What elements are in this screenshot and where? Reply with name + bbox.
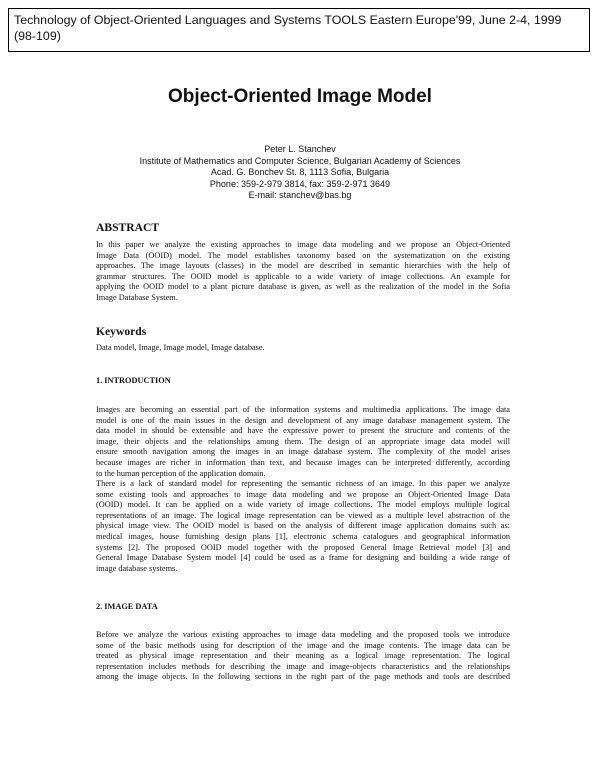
abstract-paragraph — [96, 240, 510, 304]
intro-line: ensure smooth navigation among the images in an image database system. The complexity of the model arises — [96, 447, 510, 457]
intro-line: to the human perception of the application domain. — [96, 468, 266, 478]
introduction-heading: 1. INTRODUCTION — [96, 376, 171, 385]
author-affiliation: Institute of Mathematics and Computer Science, Bulgarian Academy of Sciences — [139, 155, 461, 166]
author-email: E-mail: stanchev@bas.bg — [248, 190, 352, 201]
paper-title: Object-Oriented Image Model — [168, 86, 432, 107]
keywords-text: Data model, Image, Image model, Image database. — [96, 343, 265, 352]
introduction-paragraph-2 — [96, 479, 510, 574]
image-data-line: Before we analyze the various existing approaches to image data modeling and the proposed tools we introduce — [96, 630, 510, 639]
intro-line: There is a lack of standard model for representing the semantic richness of an image. In this paper we analyze — [96, 479, 510, 488]
author-block — [0, 144, 600, 202]
intro-line: medical images, house furnishing design plans [1], electronic schema catalogues and geographical information — [96, 531, 510, 541]
image-data-line: representation includes methods for describing the image and image-objects characteristics and the relationships — [96, 661, 510, 671]
image-data-line: treated as physical image representation and their meaning as a logical image representation. The logical — [96, 651, 510, 661]
intro-line: (OOID) model. It can be applied on a wide variety of image collections. The model employs multiple logical — [96, 500, 510, 510]
image-data-paragraph-1 — [96, 630, 510, 683]
intro-line: some existing tools and approaches to image data modeling and we propose an Object-Oriented Image Data — [96, 489, 510, 499]
intro-line: representations of an image. The logical image representation can be viewed as a multiple level abstraction of the — [96, 510, 510, 520]
keywords-heading: Keywords — [96, 325, 147, 338]
author-address: Acad. G. Bonchev St. 8, 1113 Sofia, Bulgaria — [210, 167, 390, 178]
abstract-line: grammar structures. The OOID model is applicable to a wide variety of image collections. An example for — [96, 271, 510, 281]
intro-line: General Image Database System model [4] could be used as a frame for designing and building a wide range of — [96, 553, 510, 563]
intro-line: data model in should be extensible and have the expressive power to present the structure and contents of the — [96, 426, 510, 436]
introduction-paragraph-1 — [96, 405, 510, 479]
abstract-line: applying the OOID model to a plant picture database is given, as well as the realization of the model in the Sofia — [96, 282, 510, 292]
image-data-heading: 2. IMAGE DATA — [96, 602, 158, 611]
image-data-line: among the image objects. In the following sections in the right part of the page methods and tools are described — [96, 672, 510, 682]
conference-header-pages: (98-109) — [14, 29, 61, 43]
intro-line: because images are richer in information than text, and because images can be interpreted differently, according — [96, 457, 510, 467]
conference-header-box — [8, 8, 590, 52]
intro-line: systems [2]. The proposed OOID model together with the proposed General Image Retrieval model [3] and — [96, 542, 510, 552]
intro-line: model is one of the main issues in the design and development of any image database management system. The — [96, 415, 510, 425]
abstract-line: Image Database System. — [96, 292, 178, 302]
intro-line: Images are becoming an essential part of the information systems and multimedia applications. The image data — [96, 405, 510, 414]
author-name: Peter L. Stanchev — [264, 144, 336, 154]
intro-line: physical image view. The OOID model is based on the analysis of different image application domains such as: — [96, 521, 510, 531]
abstract-line: Image Data (OOID) model. The model establishes taxonomy based on the systematization on the existing — [96, 250, 510, 260]
conference-header-line: Technology of Object-Oriented Languages and Systems TOOLS Eastern Europe'99, June 2-4, 1999 — [14, 13, 562, 27]
abstract-heading: ABSTRACT — [96, 221, 160, 234]
intro-line: image, their objects and the relationships among them. The design of an appropriate image data model will — [96, 436, 510, 446]
image-data-line: some of the basic methods using for description of the image and the image contents. The image data can be — [96, 640, 510, 650]
abstract-line: In this paper we analyze the existing approaches to image data modeling and we propose an Object-Oriented — [96, 240, 510, 249]
intro-line: image database systems. — [96, 563, 178, 573]
author-phone: Phone: 359-2-979 3814, fax: 359-2-971 3649 — [209, 178, 391, 189]
abstract-line: approaches. The image layouts (classes) in the model are described in semantic hierarchies with the help of — [96, 261, 510, 271]
